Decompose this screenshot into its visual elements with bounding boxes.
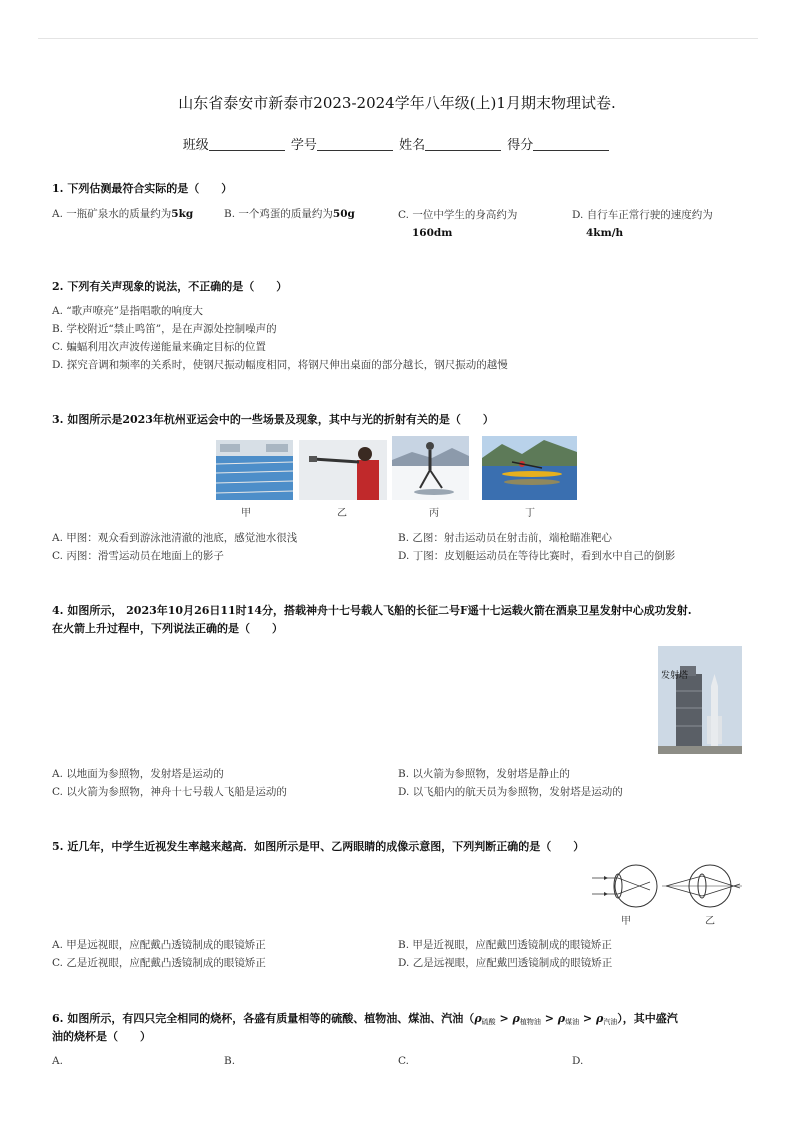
- q2-option-d[interactable]: D. 探究音调和频率的关系时，使钢尺振动幅度相同，将钢尺伸出桌面的部分越长，钢尺振动的越慢: [52, 359, 508, 371]
- q3-label-jia: 甲: [241, 508, 251, 519]
- q3-option-a[interactable]: A. 甲图：观众看到游泳池清澈的池底，感觉池水很浅: [52, 532, 298, 544]
- q6-option-d[interactable]: D.: [572, 1055, 584, 1067]
- question-4-stem-line1: 4. 如图所示， 2023年10月26日11时14分，搭载神舟十七号载人飞船的长征二号F遥十七运载火箭在酒泉卫星发射中心成功发射.: [52, 604, 692, 617]
- launch-tower-image: [658, 646, 742, 754]
- q5-option-a[interactable]: A. 甲是远视眼，应配戴凸透镜制成的眼镜矫正: [52, 939, 266, 951]
- score-blank[interactable]: [533, 138, 609, 151]
- eye-diagram-image: [592, 862, 744, 910]
- number-label: 学号: [290, 138, 317, 153]
- class-label: 班级: [182, 138, 209, 153]
- q2-option-b[interactable]: B. 学校附近“禁止鸣笛”，是在声源处控制噪声的: [52, 323, 277, 335]
- q3-option-b[interactable]: B. 乙图：射击运动员在射击前，端枪瞄准靶心: [398, 532, 612, 544]
- q1-option-a[interactable]: A. 一瓶矿泉水的质量约为5kg: [52, 208, 194, 220]
- q5-option-b[interactable]: B. 甲是近视眼，应配戴凹透镜制成的眼镜矫正: [398, 939, 612, 951]
- q1-option-c[interactable]: C. 一位中学生的身高约为 160dm: [398, 209, 518, 239]
- question-1-stem: 1. 下列估测最符合实际的是（ ）: [52, 182, 233, 195]
- q3-option-c[interactable]: C. 丙图：滑雪运动员在地面上的影子: [52, 550, 224, 562]
- q2-option-a[interactable]: A. “歌声嘹亮”是指唱歌的响度大: [52, 305, 203, 317]
- q6-option-b[interactable]: B.: [224, 1055, 236, 1067]
- number-blank[interactable]: [317, 138, 393, 151]
- q4-option-a[interactable]: A. 以地面为参照物，发射塔是运动的: [52, 768, 224, 780]
- q5-label-jia: 甲: [621, 916, 631, 927]
- question-2-stem: 2. 下列有关声现象的说法，不正确的是（ ）: [52, 280, 288, 293]
- score-label: 得分: [507, 138, 534, 153]
- q4-option-b[interactable]: B. 以火箭为参照物，发射塔是静止的: [398, 768, 570, 780]
- shooting-athlete-image: [299, 440, 387, 500]
- q5-option-c[interactable]: C. 乙是近视眼，应配戴凸透镜制成的眼镜矫正: [52, 957, 266, 969]
- swimming-pool-image: [216, 440, 293, 500]
- q5-option-d[interactable]: D. 乙是远视眼，应配戴凹透镜制成的眼镜矫正: [398, 957, 613, 969]
- name-label: 姓名: [399, 138, 426, 153]
- launch-tower-label: 发射塔: [661, 671, 689, 681]
- q4-option-c[interactable]: C. 以火箭为参照物，神舟十七号载人飞船是运动的: [52, 786, 287, 798]
- q3-label-ding: 丁: [525, 508, 535, 519]
- skier-shadow-image: [392, 436, 469, 500]
- kayak-reflection-image: [482, 436, 577, 500]
- q6-option-c[interactable]: C.: [398, 1055, 409, 1067]
- q2-option-c[interactable]: C. 蝙蝠利用次声波传递能量来确定目标的位置: [52, 341, 266, 353]
- question-3-stem: 3. 如图所示是2023年杭州亚运会中的一些场景及现象，其中与光的折射有关的是（ ）: [52, 413, 494, 426]
- q3-label-bing: 丙: [429, 508, 439, 519]
- q3-label-yi: 乙: [337, 508, 347, 519]
- question-4-stem-line2: 在火箭上升过程中，下列说法正确的是（ ）: [52, 622, 283, 635]
- student-info-line: [0, 134, 794, 153]
- density-inequality: $\rho_{硫酸} > \rho_{植物油} > \rho_{煤油} > \rho_{汽油}$: [474, 1012, 618, 1026]
- q1-option-b[interactable]: B. 一个鸡蛋的质量约为50g: [224, 208, 355, 220]
- class-blank[interactable]: [209, 138, 285, 151]
- q4-option-d[interactable]: D. 以飞船内的航天员为参照物，发射塔是运动的: [398, 786, 623, 798]
- exam-title: 山东省泰安市新泰市2023-2024学年八年级(上)1月期末物理试卷.: [178, 94, 616, 112]
- q1-option-d[interactable]: D. 自行车正常行驶的速度约为 4km/h: [572, 209, 713, 239]
- header-divider: [38, 38, 758, 39]
- q5-label-yi: 乙: [705, 916, 715, 927]
- question-5-stem: 5. 近几年，中学生近视发生率越来越高．如图所示是甲、乙两眼睛的成像示意图，下列判断正确的是（ ）: [52, 840, 585, 853]
- question-6-stem-line1: 6. 如图所示，有四只完全相同的烧杯，各盛有质量相等的硫酸、植物油、煤油、汽油$(\rho_{硫酸} > \rho_{植物油} > \rho_{煤油} > \rho_{汽油})$，其中盛汽: [52, 1012, 678, 1026]
- question-6-stem-line2: 油的烧杯是（ ）: [52, 1030, 151, 1043]
- q6-option-a[interactable]: A.: [52, 1055, 63, 1067]
- name-blank[interactable]: [425, 138, 501, 151]
- q3-option-d[interactable]: D. 丁图：皮划艇运动员在等待比赛时，看到水中自己的倒影: [398, 550, 676, 562]
